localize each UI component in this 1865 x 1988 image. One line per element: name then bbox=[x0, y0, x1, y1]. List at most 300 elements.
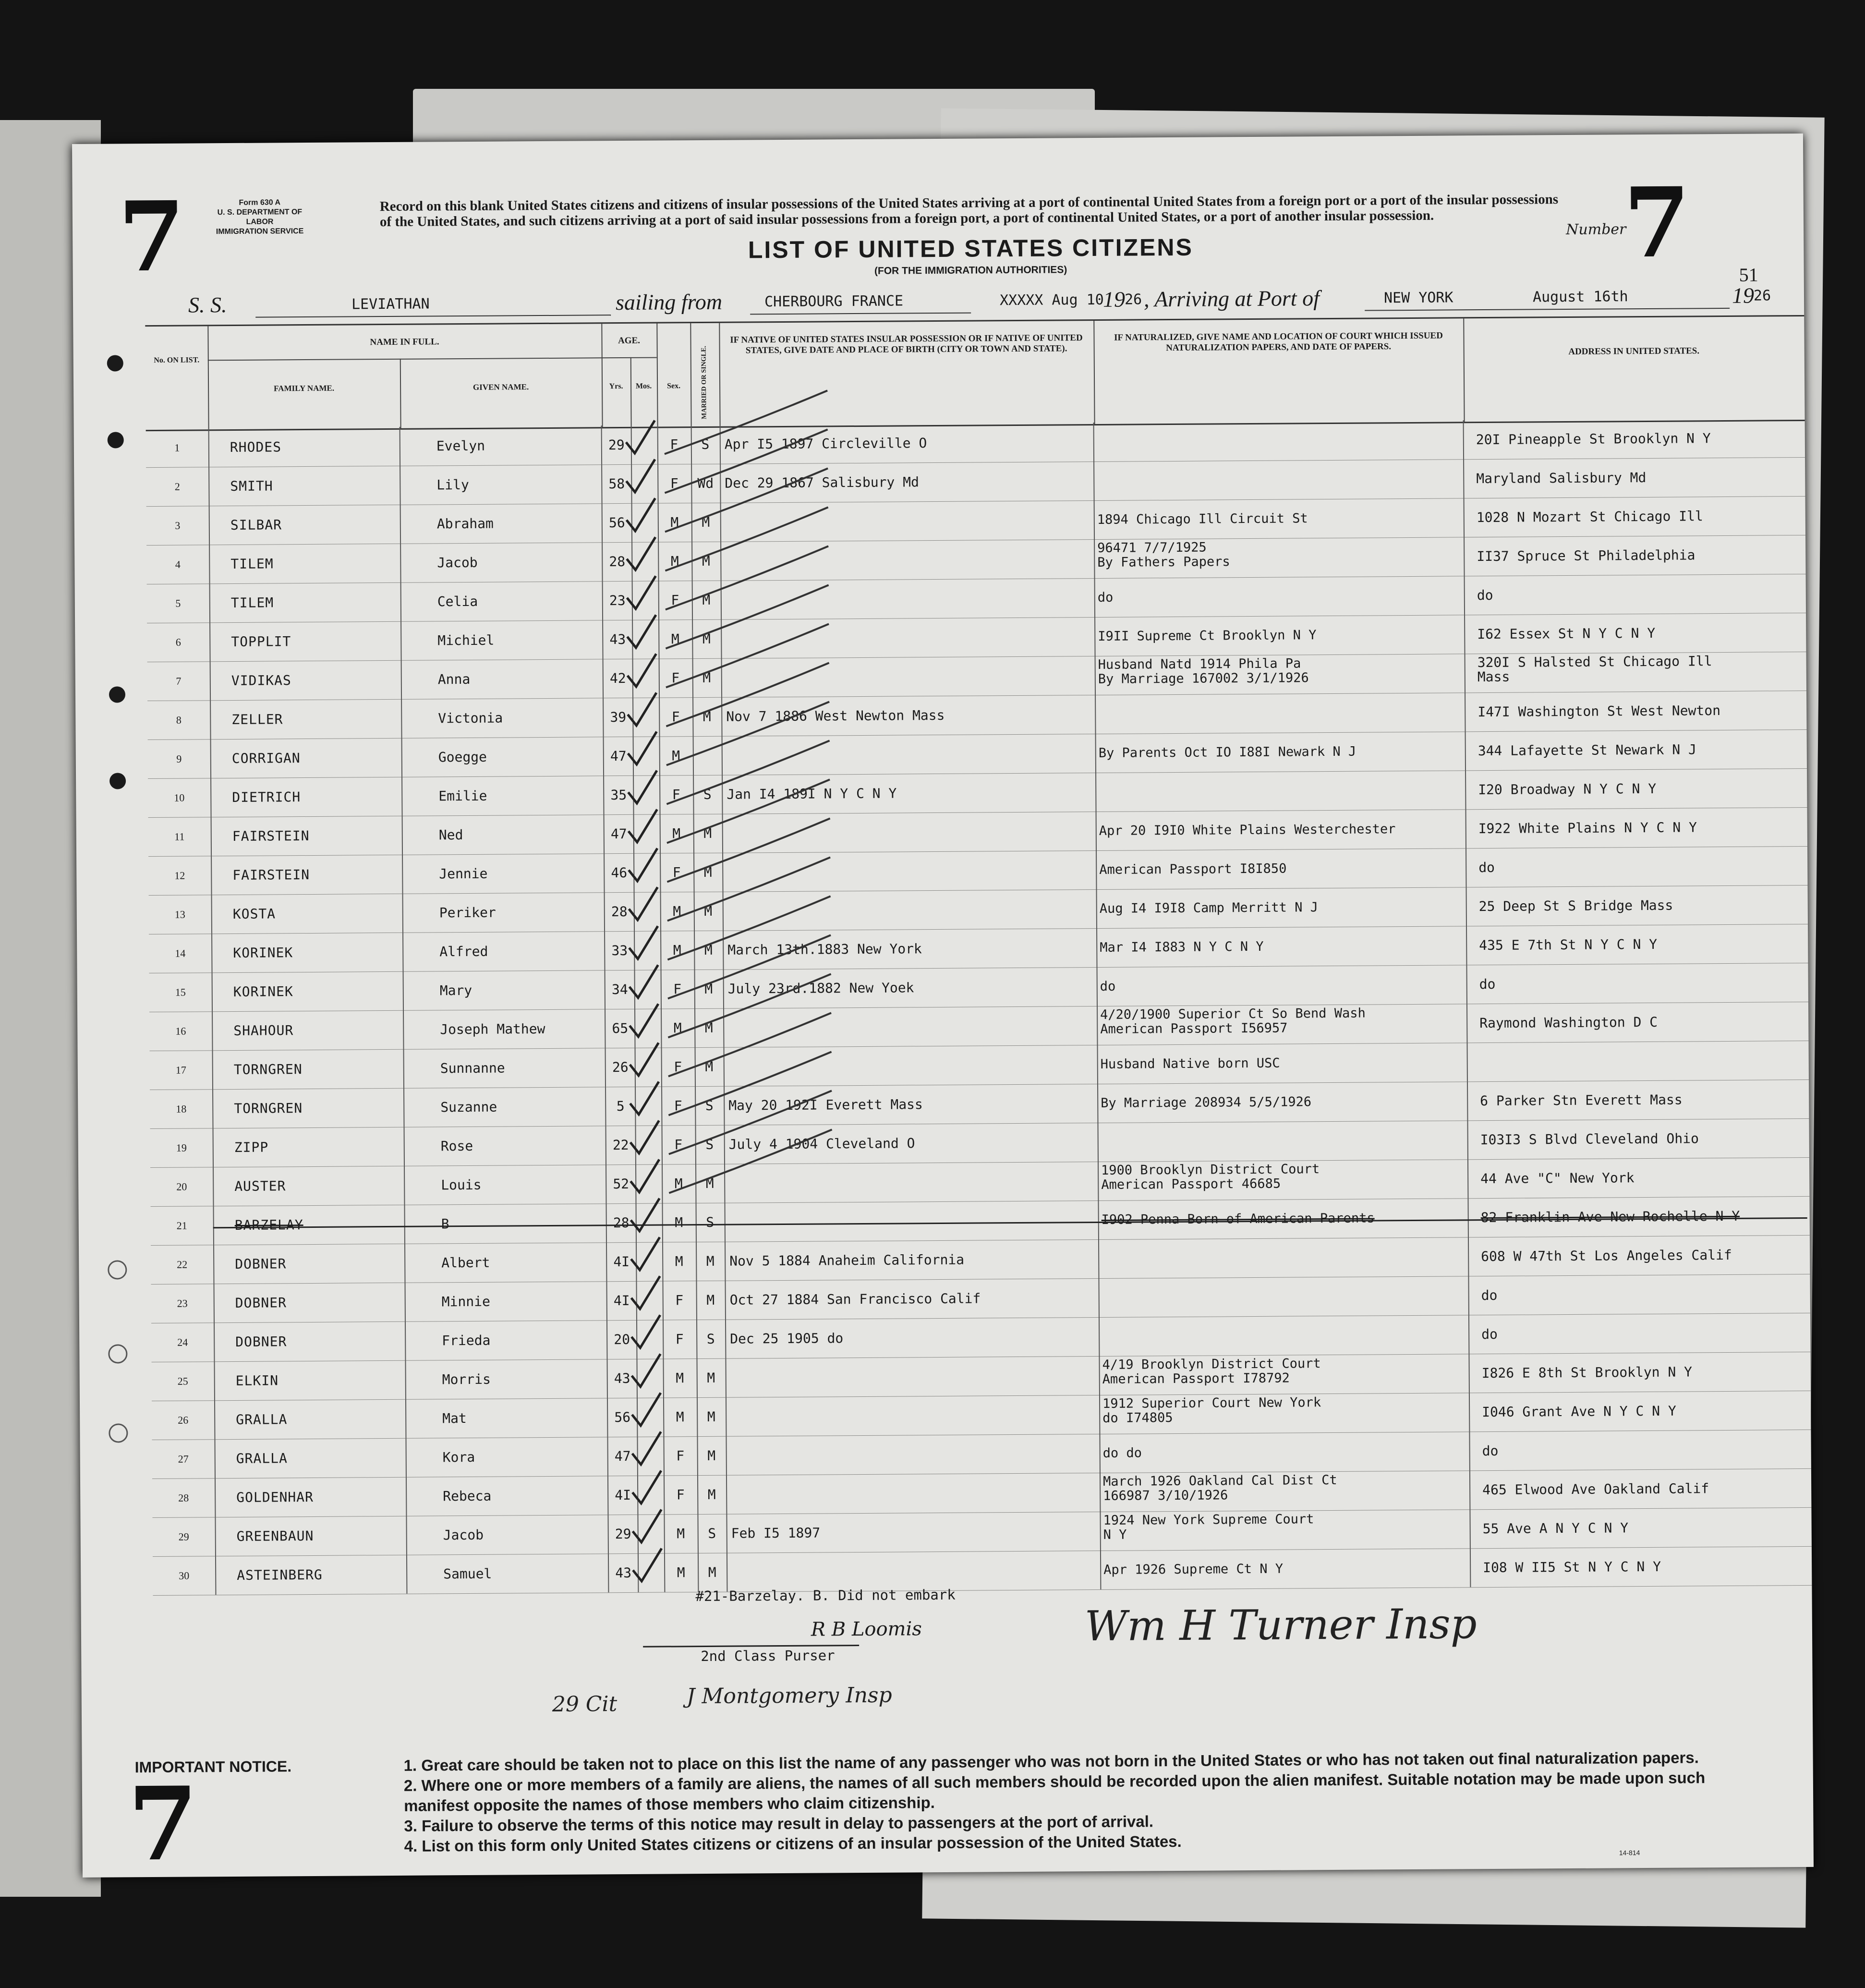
row-number: 23 bbox=[151, 1284, 215, 1323]
given-name: Alfred bbox=[403, 931, 605, 971]
age-months bbox=[636, 1281, 663, 1320]
given-name: Rebeca bbox=[407, 1476, 608, 1516]
family-name: SMITH bbox=[208, 466, 400, 506]
given-name: Abraham bbox=[401, 503, 603, 544]
row-number: 25 bbox=[151, 1361, 215, 1401]
given-name: Joseph Mathew bbox=[404, 1009, 606, 1049]
sex: F bbox=[663, 1320, 697, 1358]
naturalization-info: Mar I4 I883 N Y C N Y bbox=[1097, 926, 1467, 967]
naturalization-info: I902 Penna Born of American Parents bbox=[1099, 1198, 1468, 1239]
row-number: 21 bbox=[151, 1206, 214, 1245]
form-title: LIST OF UNITED STATES CITIZENS bbox=[748, 233, 1194, 264]
reinforcement-ring bbox=[109, 1423, 128, 1443]
family-name: AUSTER bbox=[213, 1166, 405, 1206]
us-address: do bbox=[1479, 976, 1496, 993]
given-name: Victonia bbox=[402, 698, 604, 738]
notice-item-2: 2. Where one or more members of a family are aliens, the names of all such members should be recorded upon the alien manifest. Suitable notation may be made upon such manifest opposite the names of those members who claim citizenship. bbox=[403, 1769, 1706, 1815]
ship-name: LEVIATHAN bbox=[351, 295, 430, 313]
family-name: BARZELAY bbox=[213, 1205, 405, 1245]
family-name: DIETRICH bbox=[210, 777, 402, 817]
naturalization-info bbox=[1098, 1120, 1468, 1162]
row-number: 15 bbox=[149, 972, 213, 1012]
sex: M bbox=[662, 1242, 697, 1281]
row-number: 18 bbox=[150, 1089, 213, 1128]
family-name: ZELLER bbox=[210, 699, 402, 739]
naturalization-info: Aug I4 I9I8 Camp Merritt N J bbox=[1097, 887, 1467, 928]
signature-purser: R B Loomis bbox=[811, 1618, 922, 1641]
naturalization-detail: By Marriage 167002 3/1/1926 bbox=[1098, 670, 1309, 687]
marital-status: S bbox=[697, 1514, 727, 1553]
age-months bbox=[634, 1009, 662, 1048]
age-months bbox=[637, 1476, 665, 1515]
age-months bbox=[637, 1437, 664, 1476]
birth-info bbox=[724, 1045, 1098, 1086]
family-name: KORINEK bbox=[211, 933, 403, 972]
sex: M bbox=[660, 931, 695, 970]
naturalization-detail: By Fathers Papers bbox=[1097, 554, 1230, 570]
given-name: Emilie bbox=[402, 776, 604, 816]
marital-status bbox=[693, 736, 723, 775]
service: IMMIGRATION SERVICE bbox=[216, 227, 304, 236]
birth-info bbox=[723, 889, 1097, 931]
row-number: 3 bbox=[146, 506, 210, 545]
marital-status: M bbox=[696, 1281, 726, 1320]
age-months bbox=[631, 542, 659, 581]
age-months bbox=[631, 425, 658, 464]
naturalization-info: do do bbox=[1100, 1431, 1470, 1473]
sex: M bbox=[659, 736, 694, 775]
row-number: 17 bbox=[150, 1050, 213, 1090]
age-years: 33 bbox=[605, 931, 635, 970]
marital-status: M bbox=[697, 1475, 727, 1514]
birth-info bbox=[726, 1473, 1101, 1514]
marital-status: M bbox=[692, 619, 722, 658]
age-months bbox=[633, 776, 660, 814]
given-name: Minnie bbox=[405, 1281, 607, 1321]
arriving-label: , Arriving at Port of bbox=[1143, 286, 1320, 312]
page-number: 51 bbox=[1739, 264, 1758, 286]
age-years: 46 bbox=[605, 853, 634, 892]
sex: M bbox=[662, 1164, 696, 1203]
given-name: Frieda bbox=[406, 1320, 607, 1360]
age-months bbox=[631, 503, 659, 542]
marital-status: S bbox=[695, 1203, 725, 1242]
form-number: Form 630 A bbox=[239, 198, 281, 207]
birth-info: Dec 25 1905 do bbox=[725, 1317, 1100, 1358]
row-number: 14 bbox=[149, 933, 212, 973]
naturalization-info: By Marriage 208934 5/5/1926 bbox=[1098, 1081, 1468, 1123]
age-months bbox=[632, 659, 660, 698]
row-number: 26 bbox=[152, 1400, 215, 1440]
age-months bbox=[637, 1515, 665, 1553]
department: U. S. DEPARTMENT OF LABOR bbox=[217, 208, 303, 226]
punch-hole bbox=[109, 773, 126, 789]
us-address: I62 Essex St N Y C N Y bbox=[1477, 625, 1656, 642]
naturalization-info bbox=[1099, 1276, 1469, 1317]
sex: F bbox=[661, 1047, 696, 1086]
row-number: 22 bbox=[151, 1245, 214, 1284]
marital-status: M bbox=[694, 931, 724, 970]
marital-status: S bbox=[696, 1320, 726, 1358]
age-years: 35 bbox=[604, 776, 634, 814]
marital-status: M bbox=[692, 658, 722, 697]
marital-status: S bbox=[695, 1125, 725, 1164]
row-number: 8 bbox=[147, 700, 211, 739]
marital-status: M bbox=[693, 814, 723, 853]
age-years: 43 bbox=[603, 620, 633, 659]
us-address: 344 Lafayette St Newark N J bbox=[1477, 741, 1697, 759]
naturalization-info: 4/19 Brooklyn District Court American Passport I78792 bbox=[1100, 1354, 1469, 1395]
sex: F bbox=[664, 1475, 698, 1514]
family-name: ELKIN bbox=[214, 1360, 406, 1400]
family-name: DOBNER bbox=[214, 1283, 406, 1322]
sex: F bbox=[659, 775, 694, 814]
sex: F bbox=[659, 658, 693, 697]
birth-info bbox=[727, 1551, 1101, 1592]
naturalization-info: Apr 20 I9I0 White Plains Westerchester bbox=[1097, 809, 1466, 850]
row-number: 28 bbox=[152, 1478, 216, 1517]
family-name: GRALLA bbox=[214, 1438, 406, 1478]
header-sex: Sex. bbox=[656, 323, 691, 426]
family-name: TILEM bbox=[209, 544, 401, 583]
age-years: 26 bbox=[606, 1048, 636, 1087]
naturalization-info bbox=[1096, 770, 1466, 812]
ship-fill-line bbox=[255, 315, 611, 318]
marital-status: M bbox=[696, 1242, 726, 1281]
punch-hole bbox=[108, 432, 124, 448]
us-address: do bbox=[1478, 859, 1495, 876]
naturalization-info: Husband Natd 1914 Phila Pa By Marriage 167002 3/1/1926 bbox=[1096, 654, 1465, 695]
header-given: GIVEN NAME. bbox=[472, 382, 529, 392]
naturalization-detail: American Passport 46685 bbox=[1101, 1176, 1281, 1192]
row-number: 4 bbox=[146, 545, 210, 584]
marital-status: M bbox=[695, 1164, 725, 1203]
given-name: Jacob bbox=[407, 1515, 608, 1555]
sex: F bbox=[663, 1436, 698, 1475]
naturalization-info bbox=[1094, 420, 1464, 461]
us-address: I922 White Plains N Y C N Y bbox=[1478, 819, 1697, 837]
age-months bbox=[632, 581, 659, 620]
given-name: Mat bbox=[406, 1398, 608, 1438]
row-number: 16 bbox=[149, 1011, 213, 1051]
header-no: No. ON LIST. bbox=[145, 326, 209, 430]
us-address: do bbox=[1481, 1287, 1498, 1304]
naturalization-info: do bbox=[1095, 576, 1465, 617]
given-name: Evelyn bbox=[400, 425, 602, 466]
age-months bbox=[635, 1126, 663, 1164]
marital-status: S bbox=[695, 1086, 725, 1125]
age-years: 22 bbox=[606, 1126, 636, 1164]
header-yrs: Yrs. bbox=[609, 382, 623, 391]
notice-item-3: 3. Failure to observe the terms of this notice may result in delay to passengers at the port of arrival. bbox=[404, 1812, 1154, 1835]
naturalization-info: do bbox=[1098, 965, 1467, 1006]
family-name: DOBNER bbox=[214, 1321, 406, 1361]
marital-status: S bbox=[691, 425, 721, 464]
marital-status: M bbox=[697, 1397, 727, 1436]
birth-info bbox=[726, 1434, 1100, 1475]
naturalization-info: 4/20/1900 Superior Ct So Bend Wash American Passport I56957 bbox=[1098, 1004, 1467, 1045]
header-mos: Mos. bbox=[635, 382, 652, 390]
row-number: 20 bbox=[150, 1167, 214, 1206]
marital-status: M bbox=[695, 1047, 725, 1086]
row-number: 6 bbox=[147, 622, 210, 662]
given-name: Ned bbox=[403, 814, 605, 855]
naturalization-info: By Parents Oct IO I88I Newark N J bbox=[1096, 731, 1466, 773]
us-address: 6 Parker Stn Everett Mass bbox=[1480, 1091, 1683, 1109]
age-months bbox=[636, 1359, 664, 1398]
signature-inspector-1: J Montgomery Insp bbox=[686, 1683, 892, 1709]
given-name: Samuel bbox=[407, 1553, 609, 1594]
family-name: SHAHOUR bbox=[212, 1010, 404, 1050]
marital-status: S bbox=[693, 775, 723, 814]
us-address: Maryland Salisbury Md bbox=[1476, 469, 1647, 487]
birth-info bbox=[723, 1006, 1098, 1047]
age-months bbox=[633, 814, 661, 853]
row-number: 29 bbox=[152, 1517, 216, 1556]
marital-status: M bbox=[691, 542, 721, 581]
age-years: 23 bbox=[603, 581, 633, 620]
row-number: 2 bbox=[146, 467, 209, 506]
family-name: KOSTA bbox=[211, 894, 403, 933]
did-not-embark-note: #21-Barzelay. B. Did not embark bbox=[695, 1586, 956, 1605]
birth-info bbox=[722, 850, 1097, 892]
sex: M bbox=[660, 814, 694, 853]
age-years: 5 bbox=[606, 1087, 636, 1126]
us-address: 20I Pineapple St Brooklyn N Y bbox=[1476, 430, 1711, 448]
age-months bbox=[635, 1164, 663, 1203]
sex: M bbox=[661, 1008, 695, 1047]
year1: 26 bbox=[1124, 291, 1142, 308]
us-address bbox=[1467, 1041, 1808, 1081]
naturalization-info: March 1926 Oakland Cal Dist Ct 166987 3/10/1926 bbox=[1101, 1470, 1470, 1512]
birth-info: Nov 5 1884 Anaheim California bbox=[725, 1239, 1099, 1281]
sex: M bbox=[664, 1514, 698, 1553]
given-name: Morris bbox=[406, 1359, 607, 1399]
age-months bbox=[632, 698, 660, 737]
age-years: 28 bbox=[603, 542, 632, 581]
marital-status: M bbox=[694, 1008, 724, 1047]
marital-status: M bbox=[694, 970, 724, 1008]
birth-info bbox=[724, 1162, 1099, 1203]
age-years: 20 bbox=[607, 1320, 637, 1359]
age-months bbox=[637, 1398, 664, 1437]
age-years: 56 bbox=[603, 503, 632, 542]
age-months bbox=[634, 931, 661, 970]
row-number: 30 bbox=[153, 1556, 216, 1595]
row-number: 1 bbox=[146, 428, 209, 467]
age-years: 28 bbox=[605, 892, 635, 931]
birth-info bbox=[721, 578, 1095, 619]
sex: F bbox=[660, 853, 694, 892]
family-name: ZIPP bbox=[213, 1127, 405, 1167]
us-address: I47I Washington St West Newton bbox=[1477, 703, 1721, 720]
sex: F bbox=[662, 1125, 696, 1164]
family-name: TORNGREN bbox=[212, 1049, 404, 1089]
age-years: 47 bbox=[608, 1437, 638, 1476]
age-years: 52 bbox=[606, 1164, 636, 1203]
us-address: 82 Franklin Ave New Rochelle N Y bbox=[1480, 1208, 1740, 1226]
birth-info bbox=[722, 734, 1096, 775]
ss-label: S. S. bbox=[188, 292, 227, 317]
age-years: 43 bbox=[607, 1359, 637, 1398]
age-years: 28 bbox=[606, 1203, 636, 1242]
naturalization-info bbox=[1094, 459, 1464, 500]
family-name: SILBAR bbox=[209, 505, 401, 545]
row-number: 27 bbox=[152, 1439, 215, 1479]
family-name: TOPPLIT bbox=[209, 621, 401, 661]
port-fill-line bbox=[1365, 308, 1730, 311]
birth-info bbox=[724, 1200, 1099, 1242]
birth-info bbox=[721, 656, 1096, 697]
form-code: 14-814 bbox=[1619, 1849, 1640, 1857]
us-address: I046 Grant Ave N Y C N Y bbox=[1482, 1403, 1676, 1420]
marital-status: M bbox=[694, 892, 724, 931]
row-number: 9 bbox=[148, 739, 211, 778]
preamble: Record on this blank United States citizens and citizens of insular possessions of the United States arriving at a port of continental United States from a foreign port or a port of the insular possessions of the United States, and such citizens arriving at a port of said insular possessions from a foreign port, a port of continental United States, or a port of another insular possession. bbox=[379, 192, 1559, 230]
given-name: Lily bbox=[400, 464, 602, 505]
age-years: 34 bbox=[606, 970, 635, 1009]
birth-info: Oct 27 1884 San Francisco Calif bbox=[725, 1278, 1099, 1320]
us-address: I08 W II5 St N Y C N Y bbox=[1483, 1558, 1661, 1576]
sex: F bbox=[657, 464, 692, 503]
voyage-line bbox=[188, 283, 1771, 319]
given-name: Rose bbox=[405, 1126, 606, 1166]
us-address: 25 Deep St S Bridge Mass bbox=[1478, 897, 1673, 915]
us-address: I03I3 S Blvd Cleveland Ohio bbox=[1480, 1130, 1699, 1148]
manifest-page bbox=[72, 133, 1814, 1884]
birth-info bbox=[722, 812, 1097, 853]
naturalization-info: American Passport I8I850 bbox=[1097, 848, 1466, 889]
age-years: 29 bbox=[608, 1515, 638, 1553]
birth-info bbox=[725, 1356, 1100, 1397]
departure-port: CHERBOURG FRANCE bbox=[764, 292, 904, 311]
form-subtitle: (FOR THE IMMIGRATION AUTHORITIES) bbox=[874, 264, 1067, 277]
marital-status: M bbox=[693, 853, 723, 892]
naturalization-detail: American Passport I56957 bbox=[1100, 1020, 1288, 1037]
sex: F bbox=[662, 1281, 697, 1320]
naturalization-info: 96471 7/7/1925 By Fathers Papers bbox=[1095, 537, 1465, 578]
age-months bbox=[635, 1087, 662, 1126]
family-name: FAIRSTEIN bbox=[211, 816, 403, 856]
punch-hole bbox=[109, 686, 125, 703]
given-name: Albert bbox=[405, 1242, 607, 1283]
age-years: 43 bbox=[609, 1553, 639, 1592]
row-number: 19 bbox=[150, 1128, 214, 1167]
sex: M bbox=[660, 892, 695, 931]
age-years: 39 bbox=[604, 698, 633, 737]
sailing-label: sailing from bbox=[615, 289, 723, 315]
sex: M bbox=[663, 1358, 697, 1397]
birth-info: July 23rd.1882 New Yoek bbox=[723, 967, 1098, 1008]
family-name: TILEM bbox=[209, 582, 401, 622]
departure-date: XXXXX Aug 10 bbox=[999, 291, 1104, 309]
birth-info bbox=[726, 1395, 1100, 1436]
given-name: Michiel bbox=[401, 620, 603, 660]
header-married: MARRIED OR SINGLE. bbox=[690, 323, 720, 426]
row-number: 10 bbox=[148, 778, 211, 817]
sex: M bbox=[663, 1397, 698, 1436]
list-number-large-right: 7 bbox=[1623, 166, 1691, 280]
sex: F bbox=[661, 970, 695, 1008]
row-number: 13 bbox=[149, 895, 212, 934]
family-name: GRALLA bbox=[214, 1399, 406, 1439]
naturalization-info bbox=[1100, 1315, 1469, 1356]
naturalization-info: 1912 Superior Court New York do I74805 bbox=[1100, 1393, 1470, 1434]
age-years: 58 bbox=[602, 464, 632, 503]
given-name: Kora bbox=[406, 1437, 608, 1477]
us-address: 55 Ave A N Y C N Y bbox=[1482, 1520, 1629, 1537]
naturalization-detail: 166987 3/10/1926 bbox=[1103, 1488, 1228, 1503]
row-number: 5 bbox=[147, 583, 210, 623]
birth-info bbox=[720, 539, 1095, 581]
birth-info: Jan I4 189I N Y C N Y bbox=[722, 773, 1096, 814]
marital-status: M bbox=[696, 1358, 726, 1397]
naturalization-detail: N Y bbox=[1103, 1527, 1127, 1542]
family-name: DOBNER bbox=[213, 1244, 405, 1284]
naturalization-info: 1924 New York Supreme Court N Y bbox=[1101, 1509, 1470, 1551]
punch-hole bbox=[107, 355, 123, 371]
row-number: 12 bbox=[148, 856, 212, 895]
purser-label: 2nd Class Purser bbox=[701, 1647, 835, 1665]
list-number-large-left: 7 bbox=[118, 180, 186, 294]
given-name: Celia bbox=[401, 581, 603, 621]
address-detail: Mass bbox=[1477, 668, 1510, 685]
given-name: Louis bbox=[405, 1164, 606, 1205]
reinforcement-ring bbox=[108, 1344, 127, 1363]
birth-info: Nov 7 1886 West Newton Mass bbox=[721, 695, 1096, 736]
age-months bbox=[638, 1553, 665, 1592]
family-name: RHODES bbox=[208, 427, 400, 467]
family-name: ASTEINBERG bbox=[215, 1555, 407, 1595]
naturalization-info: 1900 Brooklyn District Court American Passport 46685 bbox=[1099, 1159, 1468, 1200]
birth-info: March 13th.1883 New York bbox=[723, 928, 1097, 970]
naturalization-info: Apr 1926 Supreme Ct N Y bbox=[1101, 1548, 1471, 1589]
notice-item-4: 4. List on this form only United States citizens or citizens of an insular possession of the United States. bbox=[404, 1832, 1182, 1855]
age-months bbox=[636, 1242, 663, 1281]
naturalization-info: Husband Native born USC bbox=[1098, 1042, 1467, 1084]
marital-status: Wd bbox=[691, 464, 721, 503]
us-address: 44 Ave "C" New York bbox=[1480, 1170, 1635, 1187]
handwritten-count: 29 Cit bbox=[552, 1692, 618, 1717]
birth-info: Apr I5 1897 Circleville O bbox=[720, 423, 1094, 464]
sex: F bbox=[658, 581, 693, 619]
given-name: Jacob bbox=[401, 542, 603, 582]
sex: M bbox=[658, 503, 692, 542]
table-header bbox=[145, 315, 1804, 431]
us-address: 1028 N Mozart St Chicago Ill bbox=[1476, 508, 1703, 526]
header-birth: IF NATIVE OF UNITED STATES INSULAR POSSESSION OR IF NATIVE OF UNITED STATES, GIVE DATE AND PLACE OF BIRTH (CITY OR TOWN AND STATE). bbox=[719, 321, 1095, 426]
us-address: do bbox=[1477, 587, 1493, 604]
birth-info bbox=[721, 617, 1095, 658]
row-number: 24 bbox=[151, 1322, 215, 1362]
us-address: do bbox=[1481, 1326, 1498, 1343]
marital-status: M bbox=[692, 581, 722, 619]
given-name: Anna bbox=[402, 659, 604, 699]
birth-info: Feb I5 1897 bbox=[726, 1512, 1101, 1553]
family-name: KORINEK bbox=[212, 971, 404, 1011]
age-months bbox=[636, 1320, 664, 1359]
header-name: NAME IN FULL. FAMILY NAME. GIVEN NAME. bbox=[207, 324, 603, 429]
marital-status: M bbox=[698, 1553, 727, 1592]
row-number: 11 bbox=[148, 817, 212, 856]
birth-info bbox=[720, 500, 1095, 542]
family-name: GOLDENHAR bbox=[215, 1477, 407, 1517]
header-age: AGE. Yrs. Mos. bbox=[601, 324, 658, 427]
sex: F bbox=[661, 1086, 696, 1125]
age-years: 4I bbox=[607, 1242, 637, 1281]
age-months bbox=[632, 620, 659, 659]
year2-prefix: 19 bbox=[1732, 283, 1755, 308]
